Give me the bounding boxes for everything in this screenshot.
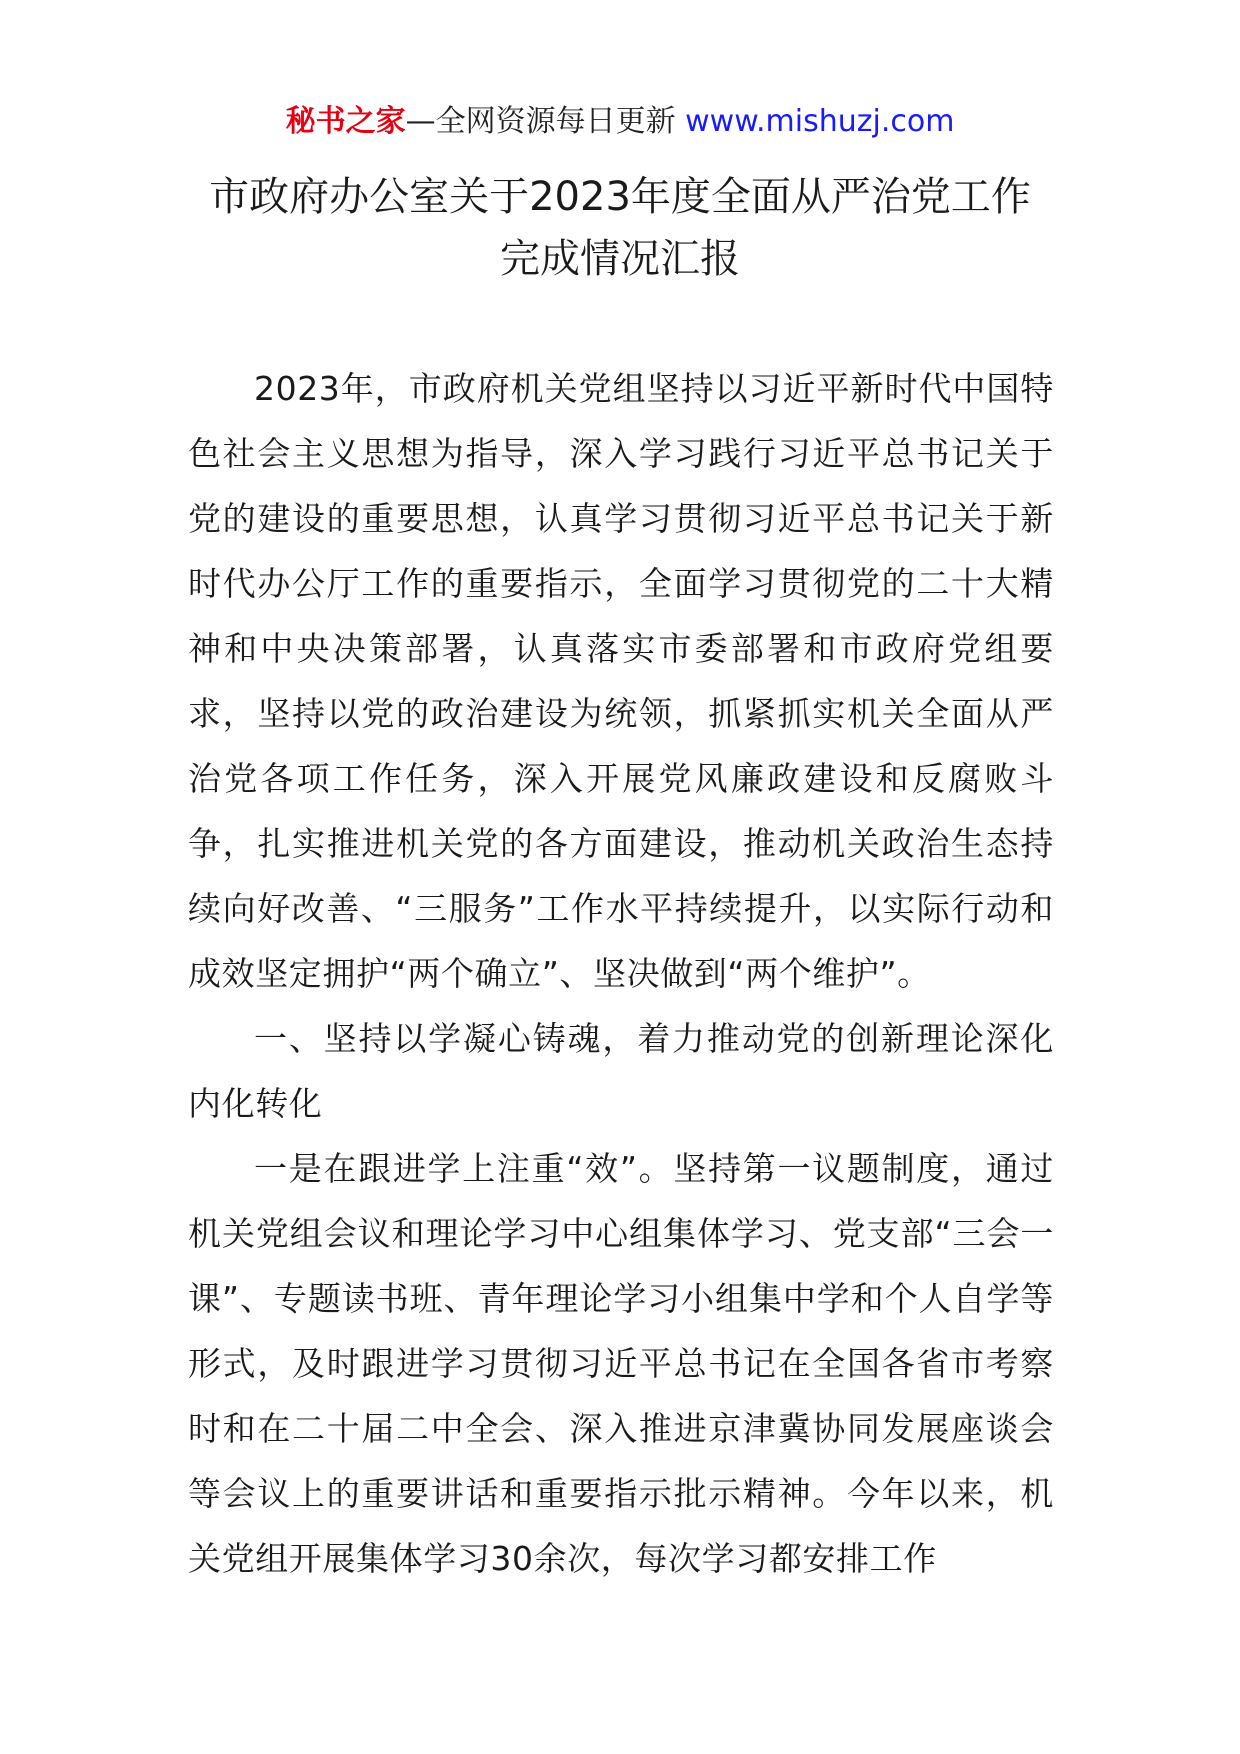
site-url-link[interactable]: www.mishuzj.com [685,104,955,139]
title-line-2: 完成情况汇报 [500,236,740,282]
intro-paragraph: 2023年，市政府机关党组坚持以习近平新时代中国特色社会主义思想为指导，深入学习践行习近平总书记关于党的建设的重要思想，认真学习贯彻习近平总书记关于新时代办公厅工作的重要指示，全面学习贯彻党的二十大精神和中央决策部署，认真落实市委部署和市政府党组要求，坚持以党的政治建设为统领，抓紧抓实机关全面从严治党各项工作任务，深入开展党风廉政建设和反腐败斗争，扎实推进机关党的各方面建设，推动机关政治生态持续向好改善、“三服务”工作水平持续提升，以实际行动和成效坚定拥护“两个确立”、坚决做到“两个维护”。 [188,369,1054,993]
section-heading-1: 一、坚持以学凝心铸魂，着力推动党的创新理论深化内化转化 [188,1019,1054,1123]
header-banner [0,100,1240,144]
document-title [120,166,1120,290]
document-body [188,356,1054,1591]
brand-name: 秘书之家 [285,104,406,139]
title-line-1: 市政府办公室关于2023年度全面从严治党工作 [209,174,1031,220]
section-paragraph-1: 一是在跟进学上注重“效”。坚持第一议题制度，通过机关党组会议和理论学习中心组集体学习、党支部“三会一课”、专题读书班、青年理论学习小组集中学和个人自学等形式，及时跟进学习贯彻习近平总书记在全国各省市考察时和在二十届二中全会、深入推进京津冀协同发展座谈会等会议上的重要讲话和重要指示批示精神。今年以来，机关党组开展集体学习30余次，每次学习都安排工作 [188,1149,1054,1578]
header-tagline: —全网资源每日更新 [405,104,686,139]
